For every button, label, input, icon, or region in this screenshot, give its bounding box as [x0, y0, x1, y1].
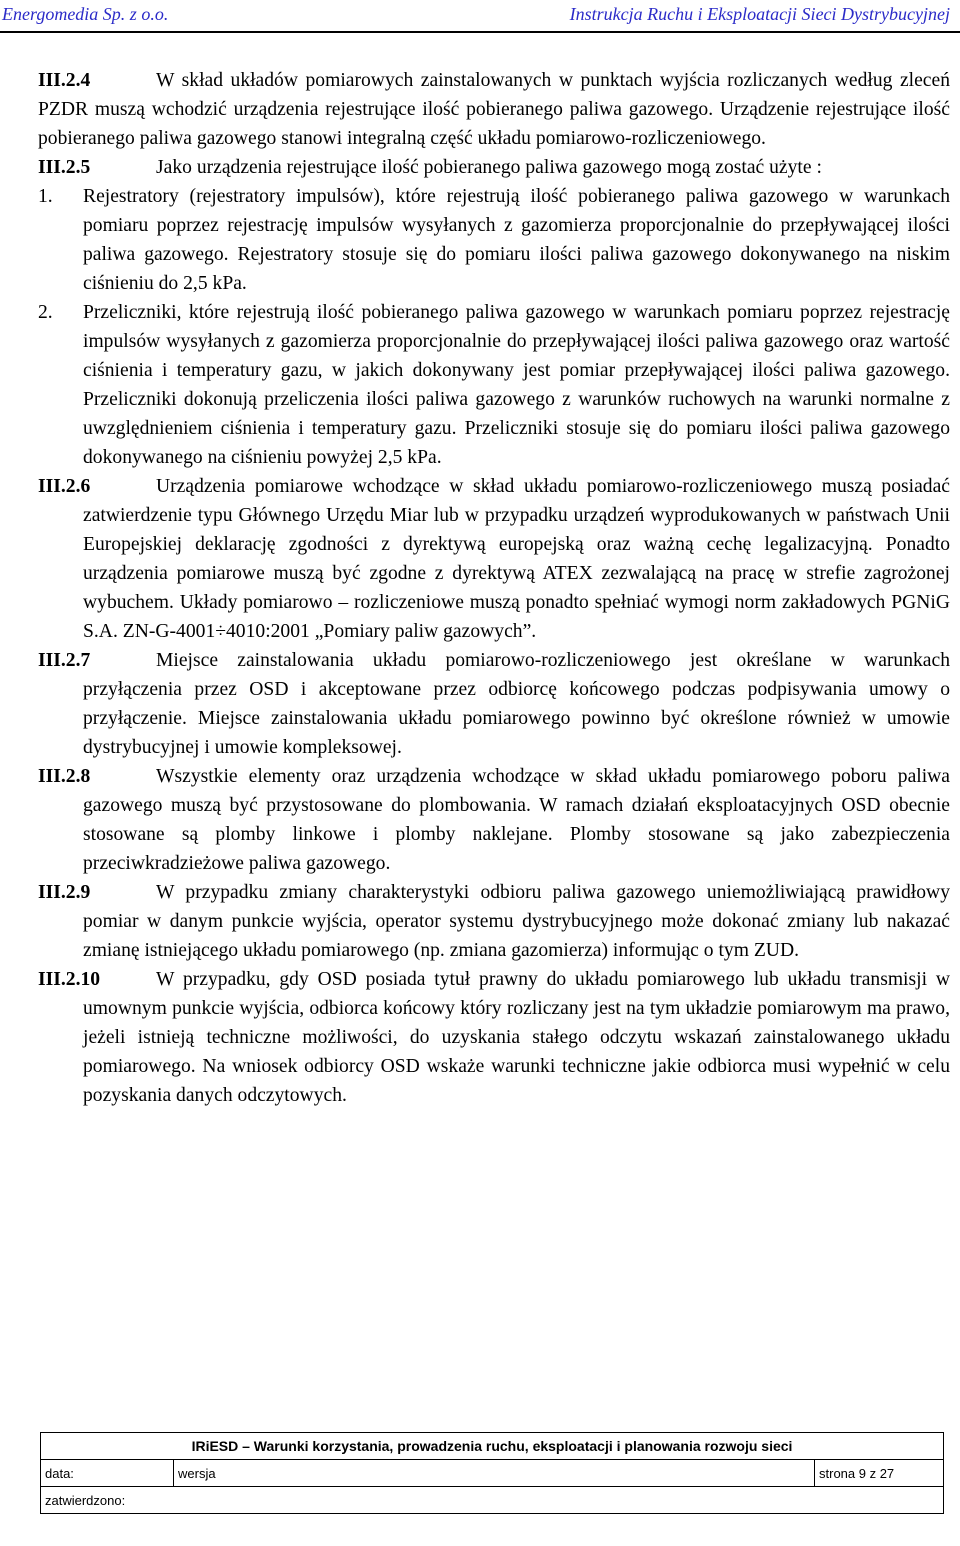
footer-date-label: data:: [41, 1460, 174, 1487]
section-III-2-5: [38, 153, 950, 182]
list-item-number: 2.: [38, 302, 53, 323]
section-text: W przypadku, gdy OSD posiada tytuł prawny do układu pomiarowego lub układu transmisji w umownym punkcie wyjścia, odbiorca końcowy który rozliczany jest na tym układzie pomiarowym ma prawo, jeżeli istnieją techniczne możliwości, do uzyskania stałego odczytu wskazań zainstalowanego układu pomiarowego. Na wniosek odbiorcy OSD wskaże warunki techniczne jakie odbiorca musi wypełnić w celu pozyskania danych odczytowych.: [83, 969, 950, 1106]
document-title: Instrukcja Ruchu i Eksploatacji Sieci Dystrybucyjnej: [569, 4, 950, 24]
section-number: III.2.7: [38, 650, 91, 671]
section-III-2-9: [38, 878, 950, 965]
list-item-number: 1.: [38, 186, 53, 207]
section-III-2-8: [38, 762, 950, 878]
section-number: III.2.6: [38, 476, 91, 497]
document-body: [38, 66, 950, 1110]
section-number: III.2.8: [38, 766, 91, 787]
section-III-2-10: [38, 965, 950, 1110]
footer-version-label: wersja: [174, 1460, 815, 1487]
section-text: Wszystkie elementy oraz urządzenia wchodzące w skład układu pomiarowego poboru paliwa gazowego muszą być przystosowane do plombowania. W ramach działań eksploatacyjnych OSD obecnie stosowane są plomby linkowe i plomby naklejane. Plomby stosowane są jako zabezpieczenia przeciwkradzieżowe paliwa gazowego.: [83, 766, 950, 874]
section-text: W przypadku zmiany charakterystyki odbioru paliwa gazowego uniemożliwiającą prawidłowy pomiar w danym punkcie wyjścia, operator systemu dystrybucyjnego może dokonać zmiany lub nakazać zmianę istniejącego układu pomiarowego (np. zmiana gazomierza) informując o tym ZUD.: [83, 882, 950, 961]
list-item: [38, 182, 950, 298]
section-text: Jako urządzenia rejestrujące ilość pobieranego paliwa gazowego mogą zostać użyte :: [156, 157, 822, 178]
company-name: Energomedia Sp. z o.o.: [2, 4, 169, 24]
section-III-2-6: [38, 472, 950, 646]
list-item-text: Przeliczniki, które rejestrują ilość pobieranego paliwa gazowego w warunkach pomiaru poprzez rejestrację impulsów wysyłanych z gazomierza proporcjonalnie do przepływającej ilości paliwa gazowego oraz wartość ciśnienia i temperatury gazu, w jakich dokonywany jest pomiar przepływającej ilości paliwa gazowego. Przeliczniki dokonują przeliczenia ilości paliwa gazowego z warunków ruchowych na warunki normalne z uwzględnieniem ciśnienia i temperatury gazu. Przeliczniki stosuje się do pomiaru ilości paliwa gazowego dokonywanego na ciśnieniu powyżej 2,5 kPa.: [83, 302, 950, 468]
footer-approved-label: zatwierdzono:: [41, 1487, 944, 1514]
section-text: Urządzenia pomiarowe wchodzące w skład układu pomiarowo-rozliczeniowego muszą posiadać zatwierdzenie typu Głównego Urzędu Miar lub w przypadku urządzeń wyprodukowanych w państwach Unii Europejskiej deklarację zgodności z dyrektywą europejską oraz ważną cechę legalizacyjną. Ponadto urządzenia pomiarowe muszą być zgodne z dyrektywą ATEX zezwalającą na pracę w strefie zagrożonej wybuchem. Układy pomiarowo – rozliczeniowe muszą ponadto spełniać wymogi norm zakładowych PGNiG S.A. ZN-G-4001÷4010:2001 „Pomiary paliw gazowych”.: [83, 476, 950, 642]
section-number: III.2.5: [38, 157, 91, 178]
section-number: III.2.4: [38, 70, 91, 91]
page-footer: [40, 1432, 944, 1514]
list-item: [38, 298, 950, 472]
section-number: III.2.10: [38, 969, 101, 990]
header-divider: [0, 31, 960, 33]
page-header: [0, 0, 960, 34]
footer-page-number: strona 9 z 27: [815, 1460, 944, 1487]
section-III-2-7: [38, 646, 950, 762]
section-text: Miejsce zainstalowania układu pomiarowo-rozliczeniowego jest określane w warunkach przyłączenia przez OSD i akceptowane przez odbiorcę końcowego podczas podpisywania umowy o przyłączenie. Miejsce zainstalowania układu pomiarowego powinno być określone również w umowie dystrybucyjnej i umowie kompleksowej.: [83, 650, 950, 758]
section-number: III.2.9: [38, 882, 91, 903]
section-III-2-4: [38, 66, 950, 153]
footer-title: IRiESD – Warunki korzystania, prowadzenia ruchu, eksploatacji i planowania rozwoju sieci: [41, 1433, 944, 1460]
footer-table: [40, 1432, 944, 1514]
section-text: W skład układów pomiarowych zainstalowanych w punktach wyjścia rozliczanych według zleceń PZDR muszą wchodzić urządzenia rejestrujące ilość pobieranego paliwa gazowego. Urządzenie rejestrujące ilość pobieranego paliwa gazowego stanowi integralną część układu pomiarowo-rozliczeniowego.: [38, 70, 950, 149]
list-item-text: Rejestratory (rejestratory impulsów), które rejestrują ilość pobieranego paliwa gazowego w warunkach pomiaru poprzez rejestrację impulsów wysyłanych z gazomierza proporcjonalnie do przepływającej ilości paliwa gazowego. Rejestratory stosuje się do pomiaru ilości paliwa gazowego dokonywanego na niskim ciśnieniu do 2,5 kPa.: [83, 186, 950, 294]
